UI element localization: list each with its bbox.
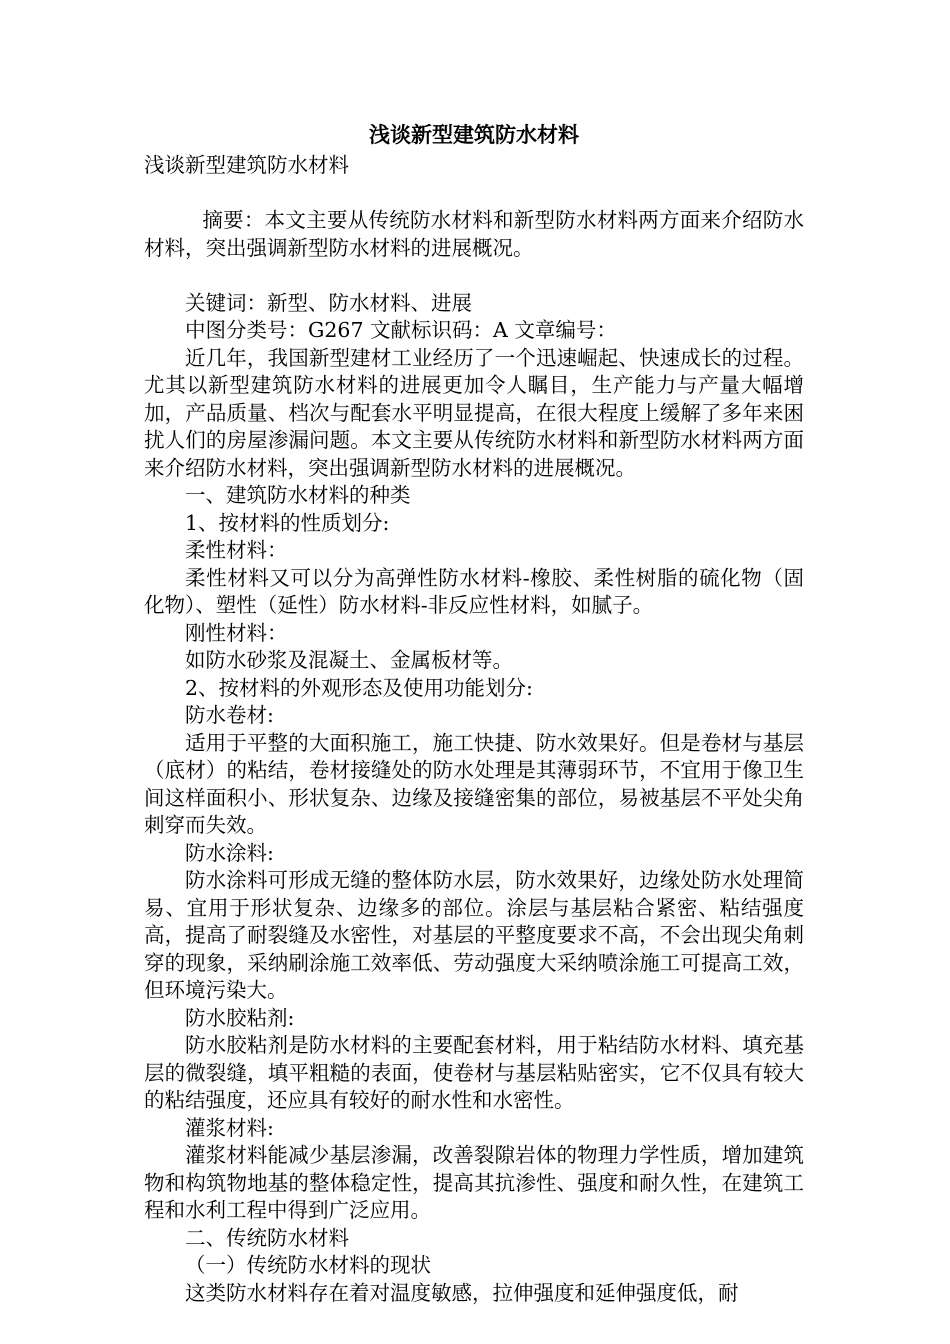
classification-line: 中图分类号：G267 文献标识码：A 文章编号： [185, 318, 617, 342]
body-paragraph: 防水胶粘剂是防水材料的主要配套材料，用于粘结防水材料、填充基层的微裂缝，填平粗糙的表面，使卷材与基层粘贴密实，它不仅具有较大的粘结强度，还应具有较好的耐水性和水密性。 [144, 1033, 804, 1112]
document-title: 浅谈新型建筑防水材料 [369, 122, 579, 147]
abstract-paragraph: 摘要：本文主要从传统防水材料和新型防水材料两方面来介绍防水材料，突出强调新型防水材料的进展概况。 [144, 208, 804, 260]
body-paragraph: 适用于平整的大面积施工，施工快捷、防水效果好。但是卷材与基层（底材）的粘结，卷材接缝处的防水处理是其薄弱环节，不宜用于像卫生间这样面积小、形状复杂、边缘及接缝密集的部位，易被基层不平处尖角刺穿而失效。 [144, 730, 804, 837]
document-body [144, 118, 804, 1307]
item-label: 灌浆材料: [185, 1115, 274, 1140]
intro-paragraph: 近几年，我国新型建材工业经历了一个迅速崛起、快速成长的过程。尤其以新型建筑防水材料的进展更加令人瞩目，生产能力与产量大幅增加，产品质量、档次与配套水平明显提高，在很大程度上缓解了多年来困扰人们的房屋渗漏问题。本文主要从传统防水材料和新型防水材料两方面来介绍防水材料，突出强调新型防水材料的进展概况。 [144, 345, 804, 480]
subsection-heading: 1、按材料的性质划分: [185, 510, 390, 535]
body-paragraph: 如防水砂浆及混凝土、金属板材等。 [185, 648, 513, 672]
item-label: 刚性材料： [185, 620, 288, 645]
body-paragraph: 柔性材料又可以分为高弹性防水材料-橡胶、柔性树脂的硫化物（固化物）、塑性（延性）防水材料-非反应性材料，如腻子。 [144, 565, 804, 617]
section-heading: 一、建筑防水材料的种类 [185, 483, 411, 507]
body-paragraph: 灌浆材料能减少基层渗漏，改善裂隙岩体的物理力学性质，增加建筑物和构筑物地基的整体稳定性，提高其抗渗性、强度和耐久性，在建筑工程和水利工程中得到广泛应用。 [144, 1143, 804, 1222]
section-heading: 二、传统防水材料 [185, 1225, 349, 1250]
document-subtitle: 浅谈新型建筑防水材料 [144, 153, 349, 177]
subsection-heading: （一）传统防水材料的现状 [185, 1253, 431, 1277]
blank-line [144, 262, 804, 290]
subsection-heading: 2、按材料的外观形态及使用功能划分: [185, 675, 533, 700]
item-label: 防水胶粘剂: [185, 1005, 295, 1030]
body-paragraph: 防水涂料可形成无缝的整体防水层，防水效果好，边缘处防水处理简易、宜用于形状复杂、边缘多的部位。涂层与基层粘合紧密、粘结强度高，提高了耐裂缝及水密性，对基层的平整度要求不高，不会出现尖角刺穿的现象，采纳刷涂施工效率低、劳动强度大采纳喷涂施工可提高工效，但环境污染大。 [144, 868, 804, 1002]
keywords-line: 关键词：新型、防水材料、进展 [185, 290, 472, 315]
item-label: 防水涂料: [185, 840, 274, 865]
body-paragraph: 这类防水材料存在着对温度敏感，拉伸强度和延伸强度低，耐 [185, 1280, 739, 1305]
item-label: 防水卷材: [185, 703, 274, 727]
item-label: 柔性材料： [185, 538, 288, 562]
blank-line [144, 180, 804, 208]
